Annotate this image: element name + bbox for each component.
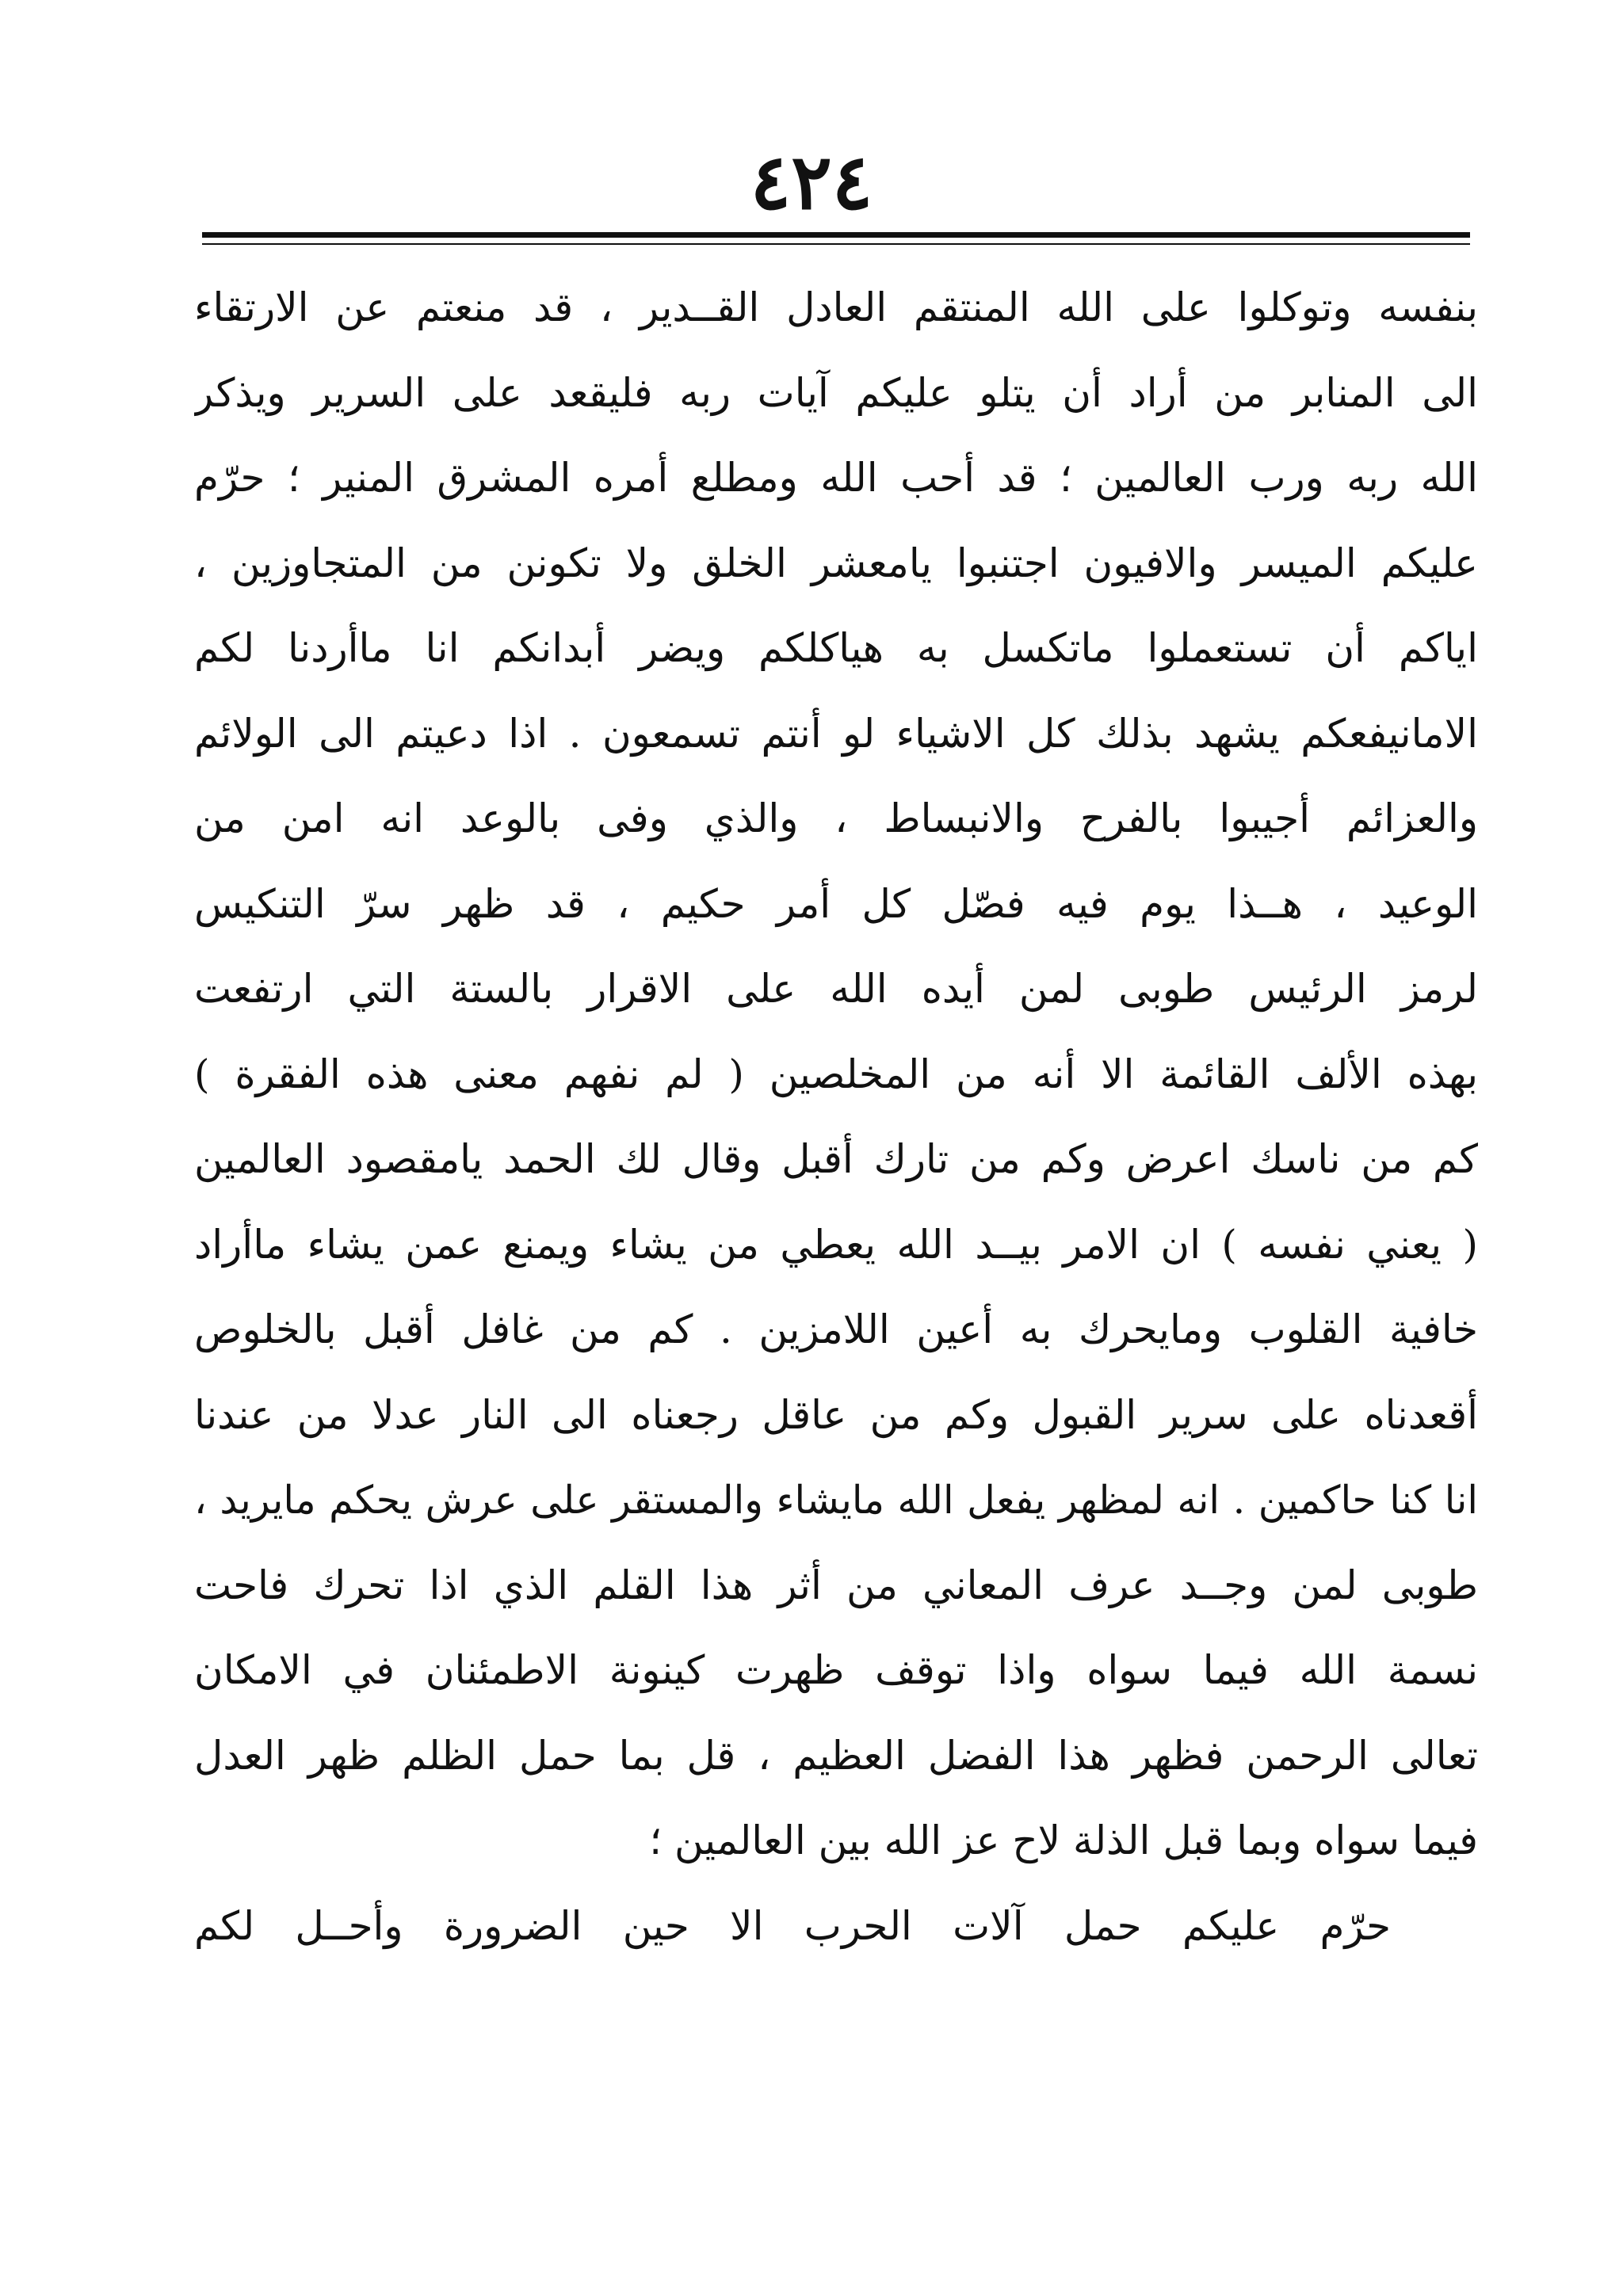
text-line: نسمة الله فيما سواه واذا توقف ظهرت كينونة الاطمئنان في الامكان xyxy=(194,1647,1478,1693)
text-line: بهذه الألف القائمة الا أنه من المخلصين ( لم نفهم معنى هذه الفقرة ) xyxy=(194,1051,1478,1097)
text-line: عليكم الميسر والافيون اجتنبوا يامعشر الخلق ولا تكونن من المتجاوزين ، xyxy=(194,540,1478,586)
page-number: ٤٢٤ xyxy=(750,137,873,227)
text-line: حرّم عليكم حمل آلات الحرب الا حين الضرورة وأحــل لكم xyxy=(194,1902,1391,1949)
text-line: والعزائم أجيبوا بالفرح والانبساط ، والذي وفى بالوعد انه امن من xyxy=(194,795,1478,841)
text-line: الوعيد ، هــذا يوم فيه فصّل كل أمر حكيم ، قد ظهر سرّ التنكيس xyxy=(194,880,1478,927)
text-line: تعالى الرحمن فظهر هذا الفضل العظيم ، قل بما حمل الظلم ظهر العدل xyxy=(194,1732,1478,1779)
text-line: طوبى لمن وجــد عرف المعاني من أثر هذا القلم الذي اذا تحرك فاحت xyxy=(194,1562,1478,1608)
text-line: ( يعني نفسه ) ان الامر بيــد الله يعطي من يشاء ويمنع عمن يشاء ماأراد xyxy=(194,1221,1478,1268)
text-line: خافية القلوب ومايحرك به أعين اللامزين . كم من غافل أقبل بالخلوص xyxy=(194,1306,1478,1352)
header-rule-thick xyxy=(202,232,1470,238)
text-line: كم من ناسك اعرض وكم من تارك أقبل وقال لك الحمد يامقصود العالمين xyxy=(194,1136,1478,1182)
text-line: اياكم أن تستعملوا ماتكسل به هياكلكم ويضر أبدانكم انا ماأردنا لكم xyxy=(194,625,1478,671)
text-line: الله ربه ورب العالمين ؛ قد أحب الله ومطلع أمره المشرق المنير ؛ حرّم xyxy=(194,455,1478,501)
text-line: انا كنا حاكمين . انه لمظهر يفعل الله مايشاء والمستقر على عرش يحكم مايريد ، xyxy=(194,1478,1478,1523)
text-line: الامانيفعكم يشهد بذلك كل الاشياء لو أنتم تسمعون . اذا دعيتم الى الولائم xyxy=(194,710,1478,757)
body-text xyxy=(194,265,1478,1969)
text-line: فيما سواه وبما قبل الذلة لاح عز الله بين العالمين ؛ xyxy=(649,1817,1478,1863)
text-line: لرمز الرئيس طوبى لمن أيده الله على الاقرار بالستة التي ارتفعت xyxy=(194,966,1478,1012)
text-line: بنفسه وتوكلوا على الله المنتقم العادل القــدير ، قد منعتم عن الارتقاء xyxy=(194,284,1478,330)
text-line: الى المنابر من أراد أن يتلو عليكم آيات ربه فليقعد على السرير ويذكر xyxy=(194,369,1478,416)
header-rule-thin xyxy=(202,243,1470,245)
text-line: أقعدناه على سرير القبول وكم من عاقل رجعناه الى النار عدلا من عندنا xyxy=(194,1391,1478,1438)
